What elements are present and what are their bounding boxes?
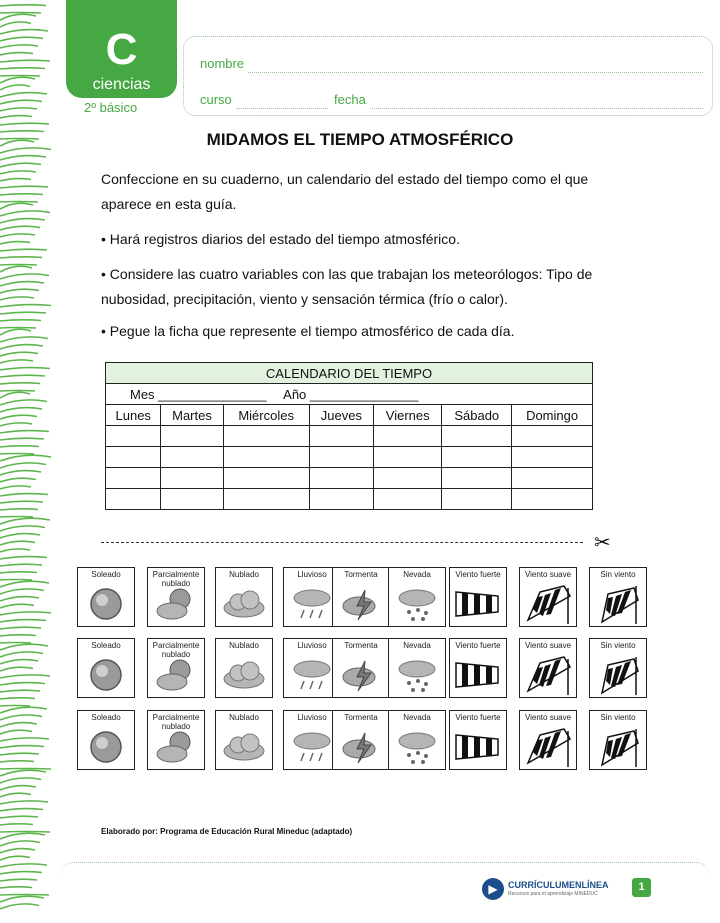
- calendar-cell[interactable]: [512, 447, 593, 468]
- weather-card[interactable]: [519, 567, 577, 627]
- calendar-cell[interactable]: [374, 468, 442, 489]
- calendar-cell[interactable]: [442, 468, 512, 489]
- weather-card[interactable]: [77, 638, 135, 698]
- weather-card-label: Viento suave: [524, 713, 572, 722]
- weather-card-label: Sin viento: [600, 641, 636, 650]
- strong-wind-icon: [454, 655, 502, 695]
- scissors-icon: ✂: [594, 532, 611, 554]
- day-header: Lunes: [106, 405, 161, 426]
- name-field[interactable]: [248, 72, 703, 73]
- weather-card[interactable]: [215, 567, 273, 627]
- calendar-cell[interactable]: [512, 468, 593, 489]
- brand-logo: [482, 878, 622, 902]
- sun-icon: [82, 727, 130, 767]
- partly-cloudy-icon: [152, 584, 200, 624]
- storm-icon: [337, 655, 385, 695]
- weather-card-label: Viento suave: [524, 641, 572, 650]
- instruction-text: Confeccione en su cuaderno, un calendario del estado del tiempo como el que aparece en esta guía.: [101, 171, 589, 212]
- year-label: Año _______________: [283, 386, 419, 402]
- weather-card-label: Parcialmente nublado: [152, 713, 200, 731]
- calendar-cell[interactable]: [309, 447, 373, 468]
- calendar-cell[interactable]: [106, 489, 161, 510]
- weather-card[interactable]: [519, 710, 577, 770]
- calendar-cell[interactable]: [161, 447, 223, 468]
- weather-card-label: Parcialmente nublado: [152, 641, 200, 659]
- weather-card-label: Tormenta: [344, 713, 378, 722]
- course-field[interactable]: [236, 108, 328, 109]
- student-info-frame: [183, 36, 713, 116]
- instruction-bullet: • Considere las cuatro variables con las que trabajan los meteorólogos: Tipo de nubosidad, precipitación, viento y sensación térmica (frío o calor).: [101, 266, 593, 307]
- light-wind-icon: [524, 655, 572, 695]
- cut-line: [101, 542, 583, 543]
- weather-card[interactable]: [388, 638, 446, 698]
- calendar-cell[interactable]: [442, 426, 512, 447]
- credit-note: Elaborado por: Programa de Educación Rural Mineduc (adaptado): [101, 827, 353, 836]
- calendar-cell[interactable]: [374, 426, 442, 447]
- weather-card-label: Parcialmente nublado: [152, 570, 200, 588]
- weather-card[interactable]: [519, 638, 577, 698]
- calendar-cell[interactable]: [309, 489, 373, 510]
- weather-card-label: Nevada: [403, 641, 431, 650]
- weather-card-label: Viento suave: [524, 570, 572, 579]
- play-icon: ▶: [482, 878, 504, 900]
- date-label: fecha: [334, 92, 366, 107]
- calendar-week-row: [106, 468, 593, 489]
- weather-card-label: Nublado: [229, 641, 259, 650]
- date-field[interactable]: [370, 108, 703, 109]
- day-header: Sábado: [442, 405, 512, 426]
- strong-wind-icon: [454, 727, 502, 767]
- calendar-cell[interactable]: [374, 489, 442, 510]
- calendar-cell[interactable]: [223, 447, 309, 468]
- weather-card-label: Sin viento: [600, 713, 636, 722]
- light-wind-icon: [524, 584, 572, 624]
- weather-card[interactable]: [215, 710, 273, 770]
- name-label: nombre: [200, 56, 245, 71]
- no-wind-icon: [594, 727, 642, 767]
- weather-card-label: Nublado: [229, 713, 259, 722]
- sun-icon: [82, 584, 130, 624]
- calendar-cell[interactable]: [442, 489, 512, 510]
- month-label: Mes _______________: [130, 386, 267, 402]
- calendar-week-row: [106, 447, 593, 468]
- day-header: Domingo: [512, 405, 593, 426]
- sun-icon: [82, 655, 130, 695]
- weather-card[interactable]: [332, 638, 390, 698]
- storm-icon: [337, 727, 385, 767]
- month-year-row: [106, 384, 593, 405]
- partly-cloudy-icon: [152, 655, 200, 695]
- calendar-cell[interactable]: [223, 426, 309, 447]
- page-title: MIDAMOS EL TIEMPO ATMOSFÉRICO: [206, 130, 514, 149]
- weather-card-label: Viento fuerte: [455, 713, 501, 722]
- cloud-icon: [220, 584, 268, 624]
- partly-cloudy-icon: [152, 727, 200, 767]
- weather-card-label: Lluvioso: [297, 641, 327, 650]
- weather-card[interactable]: [449, 710, 507, 770]
- calendar-cell[interactable]: [374, 447, 442, 468]
- weather-card[interactable]: [589, 710, 647, 770]
- rain-icon: [288, 655, 336, 695]
- calendar-cell[interactable]: [442, 447, 512, 468]
- cloud-icon: [220, 655, 268, 695]
- day-header: Viernes: [374, 405, 442, 426]
- weather-card[interactable]: [77, 710, 135, 770]
- weather-card-label: Soleado: [91, 713, 121, 722]
- cloud-icon: [220, 727, 268, 767]
- day-header: Martes: [161, 405, 223, 426]
- calendar-week-row: [106, 489, 593, 510]
- light-wind-icon: [524, 727, 572, 767]
- weather-card-label: Nevada: [403, 570, 431, 579]
- weather-card-label: Nevada: [403, 713, 431, 722]
- snow-icon: [393, 584, 441, 624]
- weather-card[interactable]: [147, 567, 205, 627]
- weather-card-label: Viento fuerte: [455, 641, 501, 650]
- no-wind-icon: [594, 655, 642, 695]
- course-label: curso: [200, 92, 232, 107]
- weather-card[interactable]: [332, 710, 390, 770]
- instruction-bullet: • Pegue la ficha que represente el tiempo atmosférico de cada día.: [101, 323, 515, 339]
- rain-icon: [288, 727, 336, 767]
- calendar-week-row: [106, 426, 593, 447]
- weather-card-label: Soleado: [91, 570, 121, 579]
- weather-card-label: Tormenta: [344, 641, 378, 650]
- day-header: Miércoles: [223, 405, 309, 426]
- weather-calendar: [105, 362, 593, 510]
- calendar-cell[interactable]: [106, 447, 161, 468]
- weather-card-label: Lluvioso: [297, 713, 327, 722]
- weather-card-label: Tormenta: [344, 570, 378, 579]
- weather-card-label: Soleado: [91, 641, 121, 650]
- weather-card-label: Sin viento: [600, 570, 636, 579]
- snow-icon: [393, 727, 441, 767]
- weather-card[interactable]: [332, 567, 390, 627]
- grade-label: 2º básico: [84, 100, 138, 115]
- weather-card-label: Lluvioso: [297, 570, 327, 579]
- subject-logo: [66, 0, 177, 98]
- weather-card-label: Nublado: [229, 570, 259, 579]
- brand-name: CURRÍCULUMENLÍNEA: [508, 880, 609, 890]
- weather-card[interactable]: [449, 638, 507, 698]
- rain-icon: [288, 584, 336, 624]
- calendar-title: CALENDARIO DEL TIEMPO: [106, 363, 593, 384]
- weather-card[interactable]: [589, 567, 647, 627]
- no-wind-icon: [594, 584, 642, 624]
- calendar-cell[interactable]: [161, 468, 223, 489]
- weather-card[interactable]: [147, 710, 205, 770]
- calendar-cell[interactable]: [161, 489, 223, 510]
- weather-card[interactable]: [147, 638, 205, 698]
- weather-card[interactable]: [77, 567, 135, 627]
- logo-letter: C: [105, 25, 138, 74]
- calendar-cell[interactable]: [106, 426, 161, 447]
- weather-card[interactable]: [589, 638, 647, 698]
- page-number: 1: [632, 878, 651, 897]
- brand-tagline: Recursos para el aprendizaje MINEDUC: [508, 891, 598, 897]
- calendar-cell[interactable]: [223, 468, 309, 489]
- instruction-bullet: • Hará registros diarios del estado del tiempo atmosférico.: [101, 231, 460, 247]
- calendar-cell[interactable]: [512, 489, 593, 510]
- weather-card-label: Viento fuerte: [455, 570, 501, 579]
- calendar-cell[interactable]: [106, 468, 161, 489]
- weather-card[interactable]: [388, 710, 446, 770]
- calendar-cell[interactable]: [309, 468, 373, 489]
- calendar-cell[interactable]: [161, 426, 223, 447]
- calendar-cell[interactable]: [512, 426, 593, 447]
- weather-card[interactable]: [449, 567, 507, 627]
- subject-name: ciencias: [92, 76, 151, 93]
- calendar-cell[interactable]: [223, 489, 309, 510]
- day-header: Jueves: [309, 405, 373, 426]
- calendar-cell[interactable]: [309, 426, 373, 447]
- strong-wind-icon: [454, 584, 502, 624]
- snow-icon: [393, 655, 441, 695]
- weather-card[interactable]: [388, 567, 446, 627]
- weather-card[interactable]: [215, 638, 273, 698]
- storm-icon: [337, 584, 385, 624]
